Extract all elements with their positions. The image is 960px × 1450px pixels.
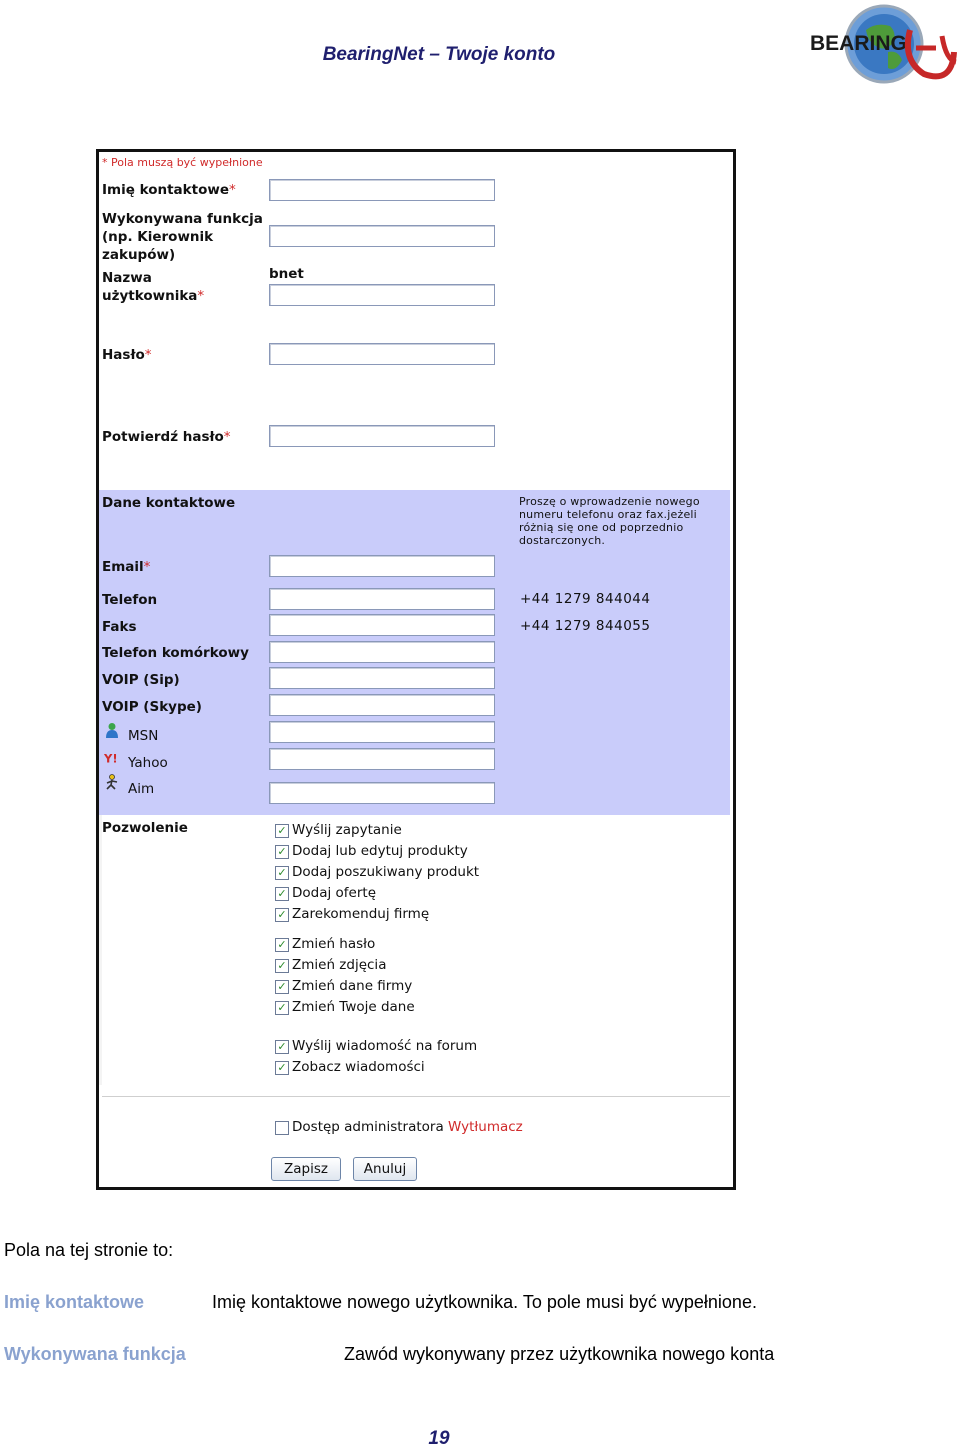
permission-item[interactable]: ✓ Wyślij zapytanie xyxy=(275,822,402,839)
checkbox-checked-icon[interactable]: ✓ xyxy=(275,824,289,838)
permission-item[interactable]: ✓ Dodaj lub edytuj produkty xyxy=(275,843,468,860)
aim-icon xyxy=(104,774,120,790)
job-function-input[interactable] xyxy=(269,225,495,247)
permission-item[interactable]: ✓ Zarekomenduj firmę xyxy=(275,906,429,923)
contact-section-title: Dane kontaktowe xyxy=(102,495,236,511)
aim-label: Aim xyxy=(128,781,155,797)
voip-sip-input[interactable] xyxy=(269,667,495,689)
checkbox-checked-icon[interactable]: ✓ xyxy=(275,980,289,994)
field-term: Wykonywana funkcja xyxy=(4,1344,186,1364)
password-label: Hasło* xyxy=(102,347,152,363)
admin-access-checkbox[interactable]: Dostęp administratora Wytłumacz xyxy=(275,1119,523,1136)
field-description: Imię kontaktowe nowego użytkownika. To pole musi być wypełnione. xyxy=(212,1292,757,1312)
cancel-button[interactable]: Anuluj xyxy=(353,1157,417,1181)
permission-item[interactable]: ✓ Zmień zdjęcia xyxy=(275,957,386,974)
yahoo-icon xyxy=(104,750,120,766)
checkbox-checked-icon[interactable]: ✓ xyxy=(275,938,289,952)
required-fields-note: * Pola muszą być wypełnione xyxy=(102,156,263,169)
permission-item[interactable]: ✓ Dodaj poszukiwany produkt xyxy=(275,864,479,881)
msn-input[interactable] xyxy=(269,721,495,743)
save-button[interactable]: Zapisz xyxy=(271,1157,341,1181)
contact-name-label: Imię kontaktowe* xyxy=(102,182,236,198)
contact-note: Proszę o wprowadzenie nowego numeru telefonu oraz fax.jeżeli różnią się one od poprzednio dostarczonych. xyxy=(519,495,700,547)
checkbox-checked-icon[interactable]: ✓ xyxy=(275,1061,289,1075)
permission-item[interactable]: ✓ Zmień hasło xyxy=(275,936,375,953)
field-description: Zawód wykonywany przez użytkownika nowego konta xyxy=(344,1344,775,1364)
voip-skype-label: VOIP (Skype) xyxy=(102,699,202,715)
checkbox-checked-icon[interactable]: ✓ xyxy=(275,887,289,901)
confirm-password-label: Potwierdź hasło* xyxy=(102,429,231,445)
checkbox-checked-icon[interactable]: ✓ xyxy=(275,866,289,880)
checkbox-unchecked-icon[interactable] xyxy=(275,1121,289,1135)
bearingnet-logo xyxy=(806,0,960,96)
email-label: Email* xyxy=(102,559,151,575)
checkbox-checked-icon[interactable]: ✓ xyxy=(275,845,289,859)
phone-current-value: +44 1279 844044 xyxy=(520,591,651,607)
form-left-border xyxy=(99,815,102,1085)
checkbox-checked-icon[interactable]: ✓ xyxy=(275,1001,289,1015)
mobile-input[interactable] xyxy=(269,641,495,663)
form-divider xyxy=(102,1096,730,1097)
phone-label: Telefon xyxy=(102,592,158,608)
svg-text:BEARING: BEARING xyxy=(810,32,907,55)
mobile-label: Telefon komórkowy xyxy=(102,645,249,661)
checkbox-checked-icon[interactable]: ✓ xyxy=(275,908,289,922)
aim-input[interactable] xyxy=(269,782,495,804)
voip-sip-label: VOIP (Sip) xyxy=(102,672,180,688)
msn-icon xyxy=(104,722,120,738)
username-input[interactable] xyxy=(269,284,495,306)
page-header-title: BearingNet – Twoje konto xyxy=(322,44,556,65)
password-input[interactable] xyxy=(269,343,495,365)
msn-label: MSN xyxy=(128,728,159,744)
phone-input[interactable] xyxy=(269,588,495,610)
account-form-screenshot xyxy=(96,149,736,1190)
checkbox-checked-icon[interactable]: ✓ xyxy=(275,1040,289,1054)
username-current-value: bnet xyxy=(269,266,304,282)
fax-input[interactable] xyxy=(269,614,495,636)
fax-label: Faks xyxy=(102,619,137,635)
email-input[interactable] xyxy=(269,555,495,577)
yahoo-input[interactable] xyxy=(269,748,495,770)
permission-item[interactable]: ✓ Zmień dane firmy xyxy=(275,978,412,995)
permissions-label: Pozwolenie xyxy=(102,820,188,836)
yahoo-label: Yahoo xyxy=(128,755,168,771)
contact-name-input[interactable] xyxy=(269,179,495,201)
permission-item[interactable]: ✓ Zobacz wiadomości xyxy=(275,1059,425,1076)
page-number: 19 xyxy=(428,1428,450,1449)
username-label: Nazwa użytkownika* xyxy=(102,270,205,304)
field-term: Imię kontaktowe xyxy=(4,1292,145,1312)
permission-item[interactable]: ✓ Zmień Twoje dane xyxy=(275,999,415,1016)
permission-item[interactable]: ✓ Wyślij wiadomość na forum xyxy=(275,1038,477,1055)
voip-skype-input[interactable] xyxy=(269,694,495,716)
fields-intro: Pola na tej stronie to: xyxy=(4,1240,174,1260)
checkbox-checked-icon[interactable]: ✓ xyxy=(275,959,289,973)
admin-explain-link[interactable]: Wytłumacz xyxy=(448,1119,523,1135)
svg-text:Y!: Y! xyxy=(104,751,118,766)
job-function-label: Wykonywana funkcja (np. Kierownik zakupów) xyxy=(102,211,263,263)
fax-current-value: +44 1279 844055 xyxy=(520,618,651,634)
confirm-password-input[interactable] xyxy=(269,425,495,447)
permission-item[interactable]: ✓ Dodaj ofertę xyxy=(275,885,376,902)
